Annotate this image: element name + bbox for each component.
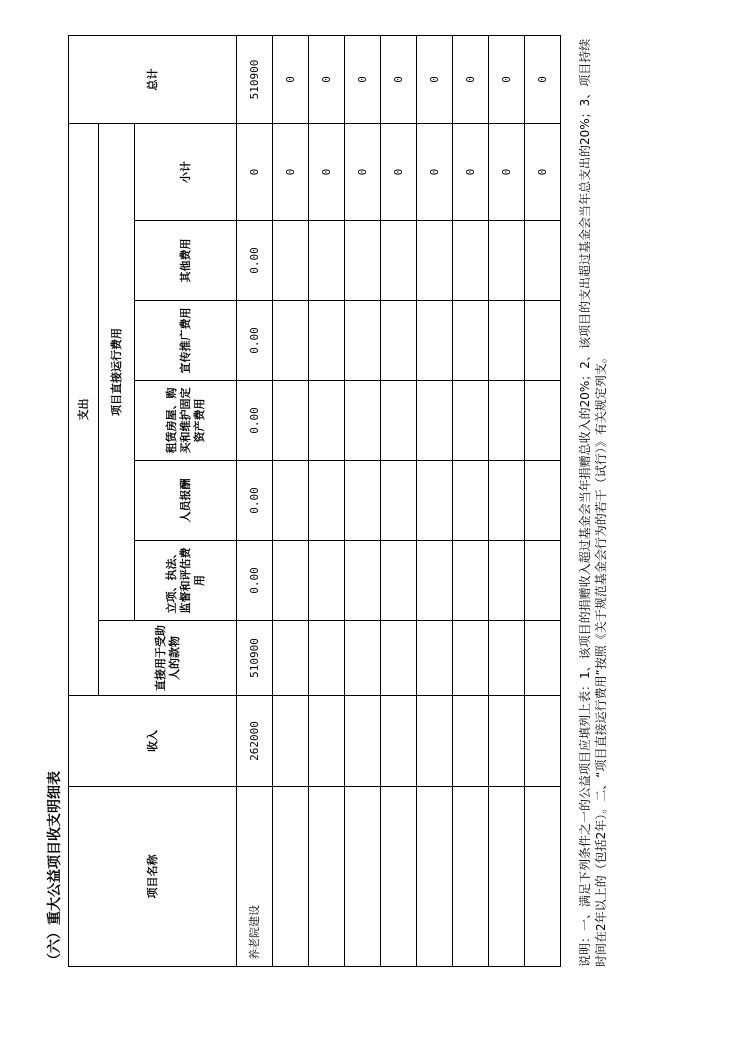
cell-promo <box>525 301 561 381</box>
header-expense: 支出 <box>69 123 99 695</box>
cell-setup <box>417 541 453 621</box>
cell-promo <box>453 301 489 381</box>
table-row <box>453 35 489 966</box>
cell-direct-aid: 510900 <box>237 621 273 696</box>
table-row <box>489 35 525 966</box>
cell-income: 262000 <box>237 696 273 787</box>
cell-subtotal: 0 <box>417 123 453 220</box>
cell-personnel <box>381 461 417 541</box>
cell-rent <box>453 381 489 461</box>
cell-total: 0 <box>489 35 525 123</box>
cell-total: 0 <box>309 35 345 123</box>
table-row <box>525 35 561 966</box>
cell-setup <box>453 541 489 621</box>
cell-other <box>381 221 417 301</box>
cell-promo <box>381 301 417 381</box>
cell-total: 510900 <box>237 35 273 123</box>
cell-income <box>309 696 345 787</box>
table-row <box>345 35 381 966</box>
table-row <box>309 35 345 966</box>
cell-name <box>381 787 417 967</box>
cell-name <box>309 787 345 967</box>
header-income: 收入 <box>69 696 237 787</box>
cell-promo <box>489 301 525 381</box>
cell-other <box>273 221 309 301</box>
cell-setup <box>489 541 525 621</box>
cell-subtotal: 0 <box>273 123 309 220</box>
cell-direct-aid <box>489 621 525 696</box>
project-table <box>68 35 561 967</box>
cell-income <box>273 696 309 787</box>
header-other-cost: 其他费用 <box>135 221 237 301</box>
cell-subtotal: 0 <box>381 123 417 220</box>
cell-setup <box>273 541 309 621</box>
cell-total: 0 <box>273 35 309 123</box>
cell-promo <box>417 301 453 381</box>
cell-income <box>453 696 489 787</box>
cell-income <box>345 696 381 787</box>
header-total: 总计 <box>69 35 237 123</box>
cell-personnel <box>525 461 561 541</box>
cell-rent <box>345 381 381 461</box>
cell-personnel <box>309 461 345 541</box>
cell-subtotal: 0 <box>237 123 273 220</box>
cell-personnel <box>273 461 309 541</box>
table-row <box>417 35 453 966</box>
header-subtotal: 小计 <box>135 123 237 220</box>
table-row <box>381 35 417 966</box>
header-direct-aid: 直接用于受助人的款物 <box>99 621 237 696</box>
header-setup-cost: 立项、执法、监督和评估费用 <box>135 541 237 621</box>
cell-personnel <box>453 461 489 541</box>
cell-subtotal: 0 <box>345 123 381 220</box>
cell-total: 0 <box>525 35 561 123</box>
cell-rent <box>489 381 525 461</box>
cell-direct-aid <box>345 621 381 696</box>
cell-promo <box>309 301 345 381</box>
cell-other: 0.00 <box>237 221 273 301</box>
cell-other <box>417 221 453 301</box>
cell-income <box>489 696 525 787</box>
cell-other <box>453 221 489 301</box>
cell-subtotal: 0 <box>309 123 345 220</box>
notes-text: 说明：一、满足下列条件之一的公益项目应填列上表：1、该项目的捐赠收入超过基金会当年捐赠总收入的20%；2、该项目的支出超过基金会当年总支出的20%；3、项目持续时间在2年以上的（包括2年）。二、“项目直接运行费用”按照《关于规范基金会行为的若干（试行）》有关规定列支。 <box>578 38 608 967</box>
cell-rent <box>309 381 345 461</box>
cell-other <box>345 221 381 301</box>
header-project-name: 项目名称 <box>69 787 237 967</box>
header-rent-cost: 租赁房屋、购买和维护固定资产费用 <box>135 381 237 461</box>
cell-personnel <box>489 461 525 541</box>
cell-name <box>453 787 489 967</box>
cell-rent <box>381 381 417 461</box>
cell-total: 0 <box>345 35 381 123</box>
cell-subtotal: 0 <box>489 123 525 220</box>
cell-direct-aid <box>453 621 489 696</box>
cell-name <box>273 787 309 967</box>
cell-setup <box>381 541 417 621</box>
table-row <box>237 35 273 966</box>
cell-personnel: 0.00 <box>237 461 273 541</box>
cell-rent: 0.00 <box>237 381 273 461</box>
cell-name <box>345 787 381 967</box>
cell-total: 0 <box>453 35 489 123</box>
cell-setup <box>345 541 381 621</box>
cell-rent <box>273 381 309 461</box>
cell-personnel <box>417 461 453 541</box>
header-project-run-cost: 项目直接运行费用 <box>99 123 135 620</box>
cell-name <box>489 787 525 967</box>
cell-setup: 0.00 <box>237 541 273 621</box>
cell-direct-aid <box>525 621 561 696</box>
cell-setup <box>309 541 345 621</box>
cell-subtotal: 0 <box>453 123 489 220</box>
cell-direct-aid <box>309 621 345 696</box>
cell-subtotal: 0 <box>525 123 561 220</box>
cell-direct-aid <box>381 621 417 696</box>
page-title: （六）重大公益项目收支明细表 <box>47 771 63 967</box>
cell-total: 0 <box>417 35 453 123</box>
cell-other <box>489 221 525 301</box>
cell-direct-aid <box>273 621 309 696</box>
cell-income <box>381 696 417 787</box>
cell-promo <box>273 301 309 381</box>
cell-rent <box>525 381 561 461</box>
header-personnel: 人员报酬 <box>135 461 237 541</box>
cell-rent <box>417 381 453 461</box>
cell-personnel <box>345 461 381 541</box>
cell-other <box>525 221 561 301</box>
cell-other <box>309 221 345 301</box>
cell-name <box>417 787 453 967</box>
cell-income <box>525 696 561 787</box>
cell-name: 养老院建设 <box>237 787 273 967</box>
cell-direct-aid <box>417 621 453 696</box>
header-promo-cost: 宣传推广费用 <box>135 301 237 381</box>
cell-income <box>417 696 453 787</box>
cell-total: 0 <box>381 35 417 123</box>
cell-setup <box>525 541 561 621</box>
cell-name <box>525 787 561 967</box>
table-row <box>273 35 309 966</box>
cell-promo: 0.00 <box>237 301 273 381</box>
cell-promo <box>345 301 381 381</box>
